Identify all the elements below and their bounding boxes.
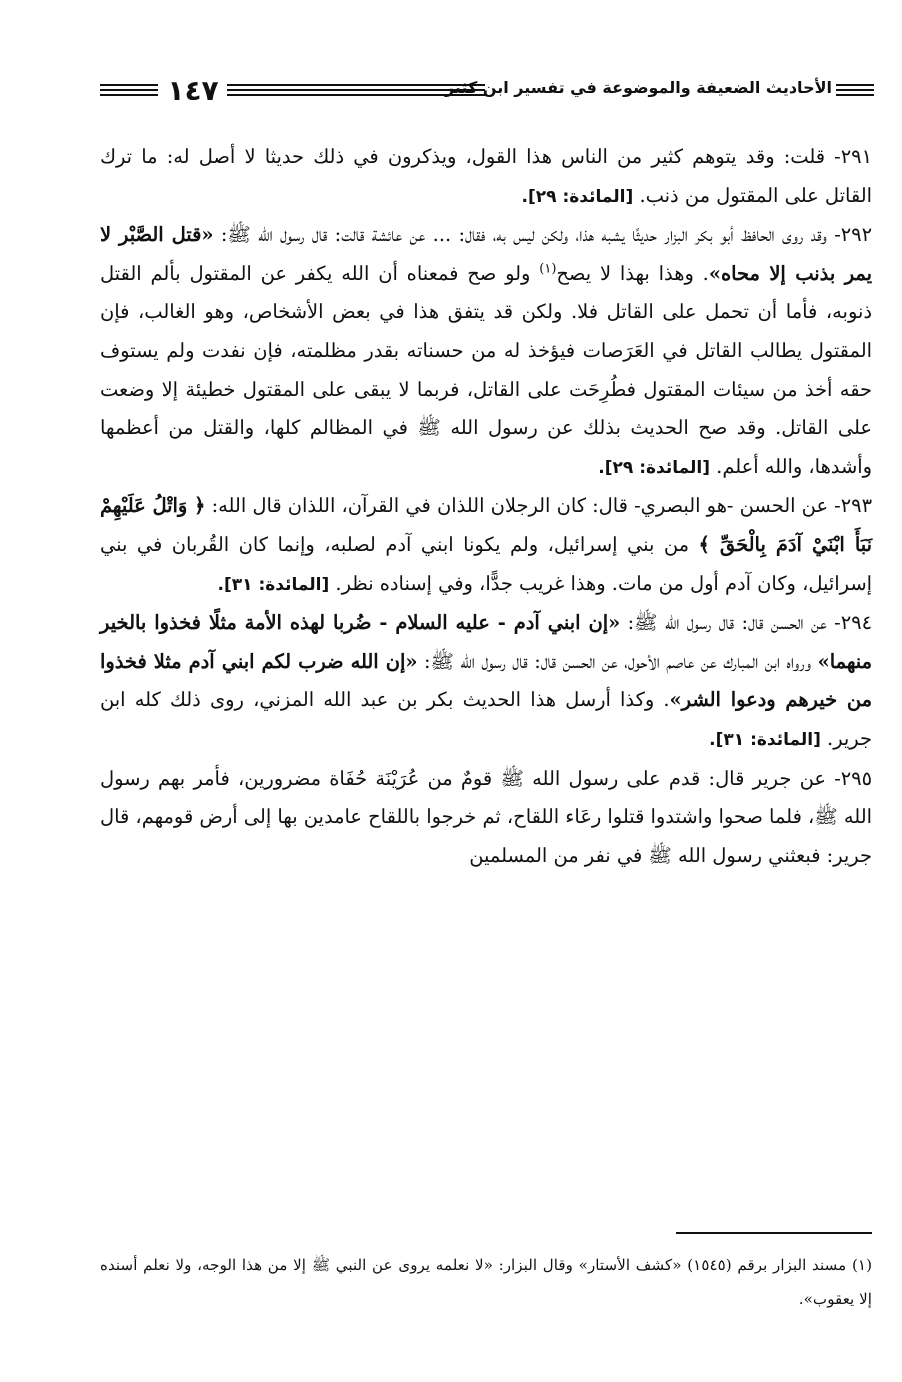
- verse-reference: [المائدة: ٣١].: [709, 729, 821, 750]
- quran-verse: ﴿ وَاتْلُ عَلَيْهِمْ نَبَأَ ابْنَيْ آدَمَ بِالْحَقِّ ﴾: [100, 494, 872, 556]
- paragraph-295: [100, 760, 872, 876]
- paragraph-text: ٢٩٤- عن الحسن قال: قال رسول الله ﷺ:: [627, 611, 872, 635]
- paragraph-294: [100, 604, 872, 759]
- paragraph-continuation: ولو صح فمعناه أن الله يكفر عن المقتول بألم القتل ذنوبه، فأما أن تحمل على القاتل فلا. ولكن قد يتفق هذا في بعض الأشخاص، وهو الغالب، فإن المقتول يطالب القاتل في العَرَصات فيؤخذ له من حسناته بقدر مظلمته، فإن نفدت ولم يستوف حقه أخذ من سيئات المقتول فطُرِحَت على القاتل، فربما لا يبقى على المقتول خطيئة إلا وضعت على القاتل. وقد صح الحديث بذلك عن رسول الله ﷺ في المظالم كلها، والقتل من أعظمها وأشدها، والله أعلم.: [100, 261, 872, 478]
- footnote: [100, 1248, 872, 1316]
- running-title: الأحاديث الضعيفة والموضوعة في تفسير ابن كثير: [444, 78, 832, 97]
- paragraph-continuation: . وكذا أرسل هذا الحديث بكر بن عبد الله المزني، روى ذلك كله ابن جرير.: [100, 688, 872, 750]
- footnote-marker: (١): [539, 261, 557, 277]
- page-number: ١٤٧: [167, 74, 219, 107]
- paragraph-continuation: من بني إسرائيل، ولم يكونا ابني آدم لصلبه، وإنما كان القُربان في بني إسرائيل، وكان آدم أول من مات. وهذا غريب جدًّا، وفي إسناده نظر.: [100, 532, 872, 595]
- body-text: [100, 138, 872, 875]
- paragraph-text: ٢٩٢- وقد روى الحافظ أبو بكر البزار حديثًا يشبه هذا، ولكن ليس به، فقال: ... عن عائشة قالت: قال رسول الله ﷺ:: [220, 223, 873, 247]
- paragraph-293: [100, 487, 872, 604]
- hadith-quote: «قتل الصَّبْر لا يمر بذنب إلا محاه»: [100, 223, 872, 285]
- header-rule-left: [100, 84, 158, 99]
- verse-reference: [المائدة: ٣١].: [217, 574, 330, 595]
- paragraph-text: ٢٩٣- عن الحسن -هو البصري- قال: كان الرجلان اللذان في القرآن، اللذان قال الله:: [211, 494, 872, 518]
- footnote-separator: [676, 1232, 872, 1234]
- paragraph-text: ٢٩٥- عن جرير قال: قدم على رسول الله ﷺ قومٌ من عُرَيْنَة حُفَاة مضرورين، فأمر بهم رسول الله ﷺ، فلما صحوا واشتدوا قتلوا رعَاء اللقاح، ثم خرجوا باللقاح عامدين بها إلى أرض قومهم، قال جرير: فبعثني رسول الله ﷺ في نفر من المسلمين: [100, 766, 872, 867]
- footnote-text: (١) مسند البزار برقم (١٥٤٥) «كشف الأستار» وقال البزار: «لا نعلمه يروى عن النبي ﷺ إلا من هذا الوجه، ولا نعلم أسنده إلا يعقوب».: [100, 1256, 872, 1308]
- verse-reference: [المائدة: ٢٩].: [598, 457, 710, 478]
- hadith-quote: «إن ابني آدم - عليه السلام - ضُربا لهذه الأمة مثلًا فخذوا بالخير منهما»: [100, 611, 872, 673]
- page-header: [100, 72, 874, 110]
- paragraph-291: [100, 138, 872, 216]
- paragraph-292: [100, 216, 872, 487]
- hadith-quote: «إن الله ضرب لكم ابني آدم مثلا فخذوا من خيرهم ودعوا الشر»: [100, 649, 873, 712]
- paragraph-text: ٢٩١- قلت: وقد يتوهم كثير من الناس هذا القول، ويذكرون في ذلك حديثا لا أصل له: ما ترك القاتل على المقتول من ذنب.: [100, 145, 872, 207]
- paragraph-continuation: ورواه ابن المبارك عن عاصم الأحول، عن الحسن قال: قال رسول الله ﷺ:: [423, 649, 818, 673]
- paragraph-continuation: . وهذا بهذا لا يصح: [556, 261, 709, 285]
- header-rule-right: [836, 84, 874, 99]
- verse-reference: [المائدة: ٢٩].: [521, 186, 634, 207]
